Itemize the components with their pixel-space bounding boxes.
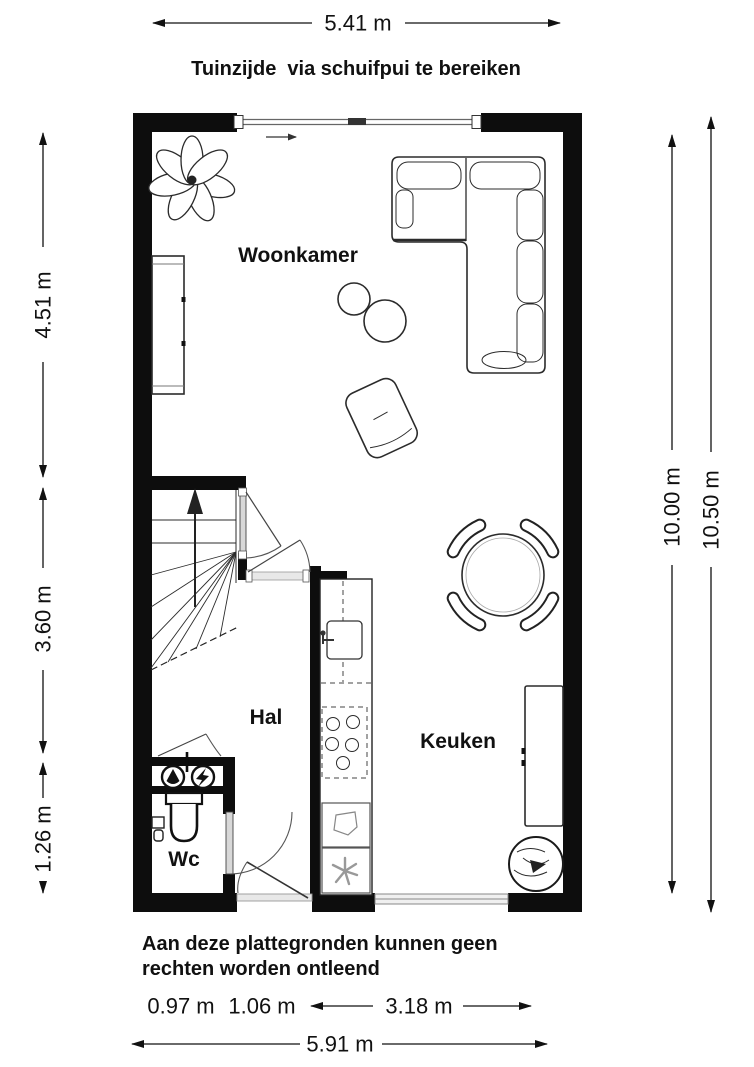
wall-bottom-middle	[312, 893, 375, 912]
hall-door-jamb-right	[303, 570, 309, 582]
kitchen-tall-cabinet	[522, 686, 564, 826]
toilet-tank	[166, 793, 202, 804]
hand-basin	[152, 817, 164, 841]
stair-door	[239, 488, 282, 559]
side-table-large	[364, 300, 406, 342]
front-door-leaf	[247, 862, 308, 898]
sliding-door-jamb-left	[234, 116, 243, 129]
front-door-swing-arc	[238, 862, 247, 893]
water-meter-icon	[162, 766, 184, 788]
armchair-outline	[342, 375, 421, 461]
sliding-door	[234, 116, 481, 138]
wall-stair-top	[151, 476, 246, 490]
dim-label-bottom-kitchen: 3.18 m	[385, 993, 453, 1019]
meter-cupboard-door-leaf	[158, 734, 206, 756]
faucet-base	[320, 630, 325, 635]
wall-cabinet-handle-1	[182, 297, 186, 302]
stair-door-hinge-bottom	[239, 551, 247, 559]
plant-bottom-right-icon	[509, 837, 563, 891]
stair-door-leaf	[246, 492, 281, 546]
sliding-door-handle	[348, 118, 366, 125]
front-door	[237, 862, 312, 901]
toilet	[166, 793, 202, 841]
disclaimer-line-1: Aan deze plattegronden kunnen geen	[142, 933, 498, 955]
garden-side-note: Tuinzijde via schuifpui te bereiken	[191, 58, 521, 80]
dim-label-bottom-total: 5.91 m	[306, 1031, 374, 1057]
room-label-woonkamer: Woonkamer	[238, 244, 358, 267]
basin-top	[152, 817, 164, 828]
stair-cut-line	[151, 627, 238, 670]
hall-door-threshold	[248, 572, 305, 580]
wall-cabinet-handle-2	[182, 341, 186, 346]
appliance-cabinet-1	[322, 803, 370, 847]
room-label-wc: Wc	[168, 848, 200, 871]
appliance-cabinet-2	[322, 848, 370, 893]
stair-arrow-head	[187, 488, 203, 514]
kitchen-sink	[320, 621, 362, 659]
dining-table	[462, 534, 544, 616]
kitchen-window	[375, 894, 508, 904]
tall-cabinet-handle-1	[522, 748, 526, 754]
hall-door-swing-arc	[300, 540, 310, 572]
disclaimer-line-2: rechten worden ontleend	[142, 958, 380, 980]
tall-cabinet-outline	[525, 686, 563, 826]
wall-right	[563, 113, 582, 912]
meter-cupboard-top-bar	[152, 757, 227, 766]
dim-label-left-lower: 1.26 m	[30, 805, 56, 873]
wc-door-panel	[226, 812, 233, 874]
toilet-bowl	[171, 804, 197, 841]
wc-door-swing-arc	[230, 812, 292, 874]
room-label-keuken: Keuken	[420, 730, 496, 753]
wc-fixtures	[152, 766, 214, 841]
dim-label-bottom-wc: 0.97 m	[147, 993, 215, 1019]
corner-sofa	[392, 157, 545, 373]
wall-left	[133, 113, 152, 912]
wall-bottom-left	[133, 893, 237, 912]
tall-cabinet-handle-2	[522, 760, 526, 766]
armchair	[342, 375, 421, 461]
dim-label-bottom-entrance: 1.06 m	[228, 993, 296, 1019]
wall-wc-right-lower	[223, 874, 235, 895]
electricity-meter-icon	[192, 766, 214, 788]
meter-cupboard-door-arc	[206, 734, 221, 756]
meter-cupboard-door	[158, 734, 221, 756]
appliance-1-outline	[322, 803, 370, 847]
stair-door-panel	[240, 495, 246, 553]
dim-label-right-inner: 10.00 m	[659, 467, 685, 547]
stair-winder-treads	[151, 552, 236, 668]
sliding-door-jamb-right	[472, 116, 481, 129]
staircase	[151, 488, 238, 670]
wall-cabinet-outline	[152, 256, 184, 394]
plant-top-left-icon	[147, 136, 238, 225]
wall-cabinet	[152, 256, 186, 394]
wc-door	[226, 812, 292, 874]
stair-door-hinge-top	[239, 488, 247, 496]
dining-set	[453, 525, 553, 625]
wall-bottom-right	[508, 893, 582, 912]
room-label-hal: Hal	[249, 706, 283, 729]
stair-door-swing-arc	[246, 546, 281, 558]
front-door-threshold	[237, 894, 312, 901]
dim-label-left-upper: 4.51 m	[30, 271, 56, 339]
dim-label-top-width: 5.41 m	[324, 10, 392, 36]
hall-door-leaf	[248, 540, 300, 572]
dim-label-right-outer: 10.50 m	[698, 470, 724, 550]
side-table-small	[338, 283, 370, 315]
dim-label-left-middle: 3.60 m	[30, 585, 56, 653]
basin-bowl	[154, 830, 163, 841]
hall-livingroom-door	[246, 540, 310, 582]
